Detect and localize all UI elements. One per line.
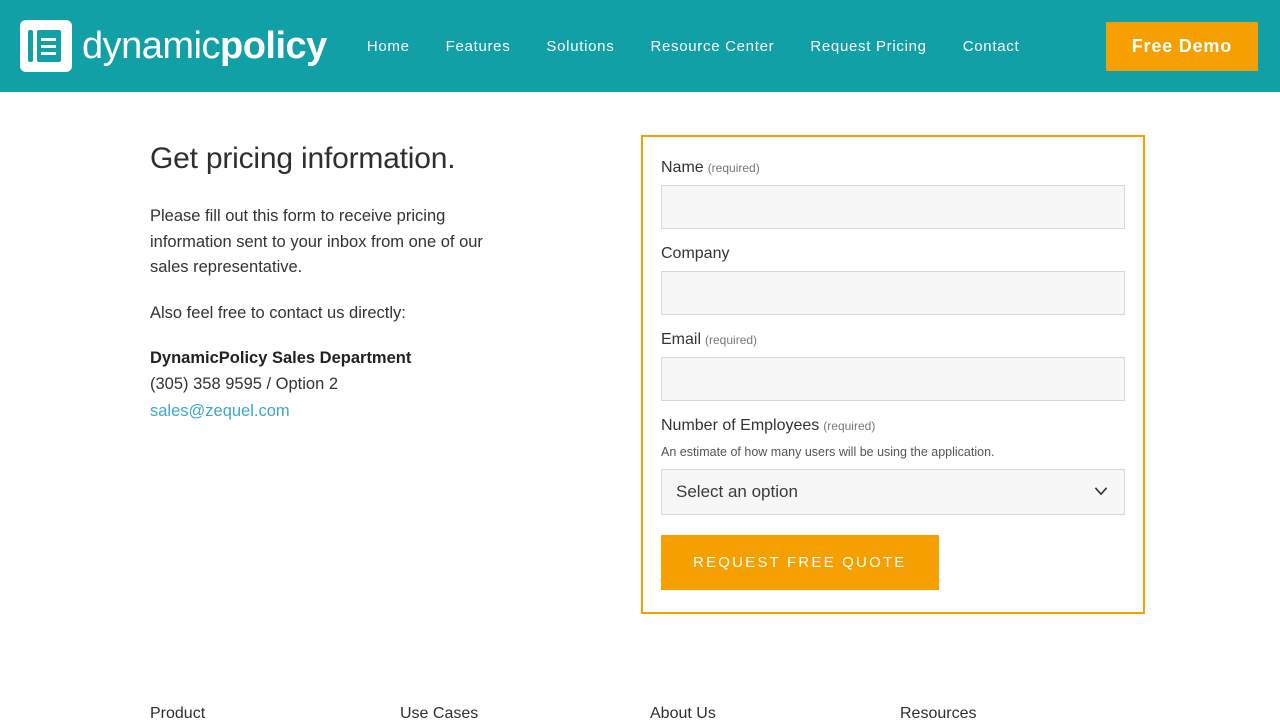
contact-directly-paragraph: Also feel free to contact us directly: xyxy=(150,303,406,322)
email-label: Email xyxy=(661,331,702,348)
sales-phone: (305) 358 9595 / Option 2 xyxy=(150,374,339,393)
name-input[interactable] xyxy=(661,185,1125,229)
employees-label: Number of Employees xyxy=(661,417,820,434)
main-nav xyxy=(349,38,1038,55)
email-input[interactable] xyxy=(661,357,1125,401)
free-demo-button[interactable]: Free Demo xyxy=(1106,22,1258,71)
logo-text xyxy=(82,25,327,68)
logo[interactable] xyxy=(20,20,327,72)
name-required-tag: (required) xyxy=(707,161,760,175)
name-label: Name xyxy=(661,159,704,176)
nav-item-solutions[interactable]: Solutions xyxy=(546,37,615,55)
logo-text-light: dynamic xyxy=(82,24,220,67)
footer-col-about-us: About Us xyxy=(650,705,716,722)
footer-col-resources: Resources xyxy=(900,705,977,722)
employees-required-tag: (required) xyxy=(823,419,876,433)
nav-item-request-pricing[interactable]: Request Pricing xyxy=(810,37,927,55)
email-required-tag: (required) xyxy=(705,333,758,347)
field-email xyxy=(661,331,1125,401)
employees-select-value: Select an option xyxy=(676,482,798,501)
footer-headings xyxy=(0,705,1280,723)
nav-item-home[interactable]: Home xyxy=(366,37,410,55)
intro-paragraph: Please fill out this form to receive pricing information sent to your inbox from one of our sales representative. xyxy=(150,207,483,277)
sales-email-link[interactable]: sales@zequel.com xyxy=(150,402,290,421)
sales-department-name: DynamicPolicy Sales Department xyxy=(150,349,412,368)
nav-item-resource-center[interactable]: Resource Center xyxy=(650,37,775,55)
logo-text-bold: policy xyxy=(220,24,327,67)
page-title: Get pricing information. xyxy=(150,142,456,175)
footer-col-use-cases: Use Cases xyxy=(400,705,479,722)
nav-item-features[interactable]: Features xyxy=(445,37,511,55)
field-name xyxy=(661,159,1125,229)
company-label: Company xyxy=(661,245,730,262)
pricing-info-column xyxy=(0,132,500,427)
nav-item-contact[interactable]: Contact xyxy=(962,37,1020,55)
document-logo-icon xyxy=(20,20,72,72)
request-free-quote-button[interactable]: REQUEST FREE QUOTE xyxy=(661,535,939,590)
field-company xyxy=(661,245,1125,315)
employees-help-text: An estimate of how many users will be using the application. xyxy=(661,445,995,459)
chevron-down-icon xyxy=(1093,483,1109,499)
site-header xyxy=(0,0,1280,92)
footer-col-product: Product xyxy=(150,705,206,722)
field-number-of-employees xyxy=(661,417,1125,515)
company-input[interactable] xyxy=(661,271,1125,315)
employees-select[interactable] xyxy=(661,469,1125,515)
pricing-request-form xyxy=(641,135,1145,614)
employees-select-wrap xyxy=(661,469,1125,515)
